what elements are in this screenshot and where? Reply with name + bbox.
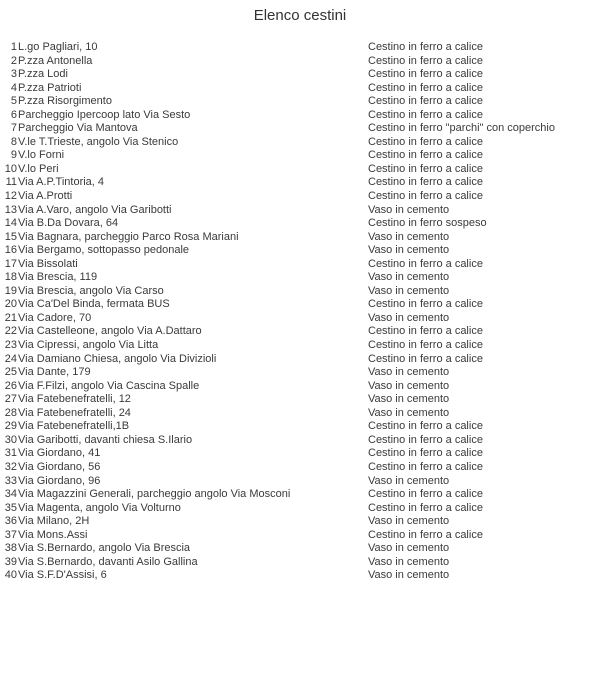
list-item <box>0 82 600 96</box>
item-number: 39 <box>4 555 17 568</box>
item-number: 25 <box>4 366 17 379</box>
item-location: V.lo Peri <box>18 162 59 175</box>
item-number: 3 <box>10 68 17 81</box>
item-number: 22 <box>4 325 17 338</box>
item-location: Via Giordano, 96 <box>18 474 101 487</box>
list-item <box>0 271 600 285</box>
item-number: 4 <box>10 81 17 94</box>
item-number: 37 <box>4 528 17 541</box>
item-number: 31 <box>4 447 17 460</box>
item-number: 5 <box>10 95 17 108</box>
list-item <box>0 109 600 123</box>
item-location: Via Cipressi, angolo Via Litta <box>18 339 159 352</box>
item-bin-type: Vaso in cemento <box>368 230 450 243</box>
item-number: 13 <box>4 203 17 216</box>
item-bin-type: Cestino in ferro a calice <box>368 149 483 162</box>
item-bin-type: Cestino in ferro a calice <box>368 339 483 352</box>
item-location: Via Brescia, angolo Via Carso <box>18 284 164 297</box>
item-bin-type: Cestino in ferro a calice <box>368 501 483 514</box>
item-number: 16 <box>4 244 17 257</box>
item-number: 27 <box>4 393 17 406</box>
list-item <box>0 163 600 177</box>
item-location: Parcheggio Ipercoop lato Via Sesto <box>18 108 191 121</box>
item-number: 10 <box>4 162 17 175</box>
item-location: Via A.Protti <box>18 190 73 203</box>
item-location: Via A.Varo, angolo Via Garibotti <box>18 203 172 216</box>
list-item <box>0 353 600 367</box>
item-number: 23 <box>4 339 17 352</box>
item-number: 19 <box>4 284 17 297</box>
list-item <box>0 55 600 69</box>
list-item <box>0 231 600 245</box>
item-location: Via Castelleone, angolo Via A.Dattaro <box>18 325 202 338</box>
list-item <box>0 529 600 543</box>
item-bin-type: Vaso in cemento <box>368 555 450 568</box>
item-number: 30 <box>4 433 17 446</box>
item-bin-type: Vaso in cemento <box>368 379 450 392</box>
item-number: 7 <box>10 122 17 135</box>
item-bin-type: Vaso in cemento <box>368 515 450 528</box>
item-location: Via Mons.Assi <box>18 528 88 541</box>
item-bin-type: Cestino in ferro a calice <box>368 68 483 81</box>
list-item <box>0 420 600 434</box>
list-item <box>0 488 600 502</box>
item-location: Via Bergamo, sottopasso pedonale <box>18 244 190 257</box>
item-bin-type: Cestino in ferro a calice <box>368 54 483 67</box>
item-location: Via Dante, 179 <box>18 366 91 379</box>
item-bin-type: Vaso in cemento <box>368 284 450 297</box>
item-number: 21 <box>4 311 17 324</box>
list-item <box>0 380 600 394</box>
item-bin-type: Vaso in cemento <box>368 569 450 582</box>
list-item <box>0 95 600 109</box>
item-location: Via Giordano, 56 <box>18 460 101 473</box>
item-number: 40 <box>4 569 17 582</box>
item-location: Via F.Filzi, angolo Via Cascina Spalle <box>18 379 200 392</box>
item-bin-type: Vaso in cemento <box>368 406 450 419</box>
list-item <box>0 339 600 353</box>
item-number: 12 <box>4 190 17 203</box>
item-bin-type: Vaso in cemento <box>368 393 450 406</box>
item-location: Via Magenta, angolo Via Volturno <box>18 501 181 514</box>
list-item <box>0 41 600 55</box>
item-number: 11 <box>5 176 17 189</box>
item-number: 9 <box>10 149 17 162</box>
item-bin-type: Cestino in ferro a calice <box>368 447 483 460</box>
item-bin-type: Cestino in ferro a calice <box>368 298 483 311</box>
item-bin-type: Cestino in ferro a calice <box>368 528 483 541</box>
list-item <box>0 434 600 448</box>
item-number: 8 <box>10 135 17 148</box>
item-bin-type: Cestino in ferro a calice <box>368 95 483 108</box>
item-bin-type: Cestino in ferro a calice <box>368 41 483 53</box>
item-bin-type: Cestino in ferro a calice <box>368 433 483 446</box>
item-location: V.le T.Trieste, angolo Via Stenico <box>18 135 179 148</box>
item-location: V.lo Forni <box>18 149 65 162</box>
list-item <box>0 407 600 421</box>
item-location: L.go Pagliari, 10 <box>18 41 98 53</box>
item-location: Via Fatebenefratelli, 12 <box>18 393 131 406</box>
item-location: Via B.Da Dovara, 64 <box>18 217 119 230</box>
list-item <box>0 325 600 339</box>
list-item <box>0 366 600 380</box>
item-number: 18 <box>4 271 17 284</box>
list-item <box>0 244 600 258</box>
list-item <box>0 298 600 312</box>
item-location: Via Brescia, 119 <box>18 271 98 284</box>
item-location: P.zza Lodi <box>18 68 68 81</box>
item-bin-type: Vaso in cemento <box>368 244 450 257</box>
item-bin-type: Cestino in ferro a calice <box>368 81 483 94</box>
item-location: P.zza Risorgimento <box>18 95 112 108</box>
item-number: 33 <box>4 474 17 487</box>
item-number: 26 <box>4 379 17 392</box>
item-location: P.zza Antonella <box>18 54 93 67</box>
item-number: 28 <box>4 406 17 419</box>
list-item <box>0 68 600 82</box>
item-number: 17 <box>4 257 17 270</box>
item-bin-type: Cestino in ferro a calice <box>368 460 483 473</box>
item-number: 14 <box>4 217 17 230</box>
item-bin-type: Vaso in cemento <box>368 311 450 324</box>
item-location: Via S.Bernardo, davanti Asilo Gallina <box>18 555 198 568</box>
item-location: P.zza Patrioti <box>18 81 82 94</box>
item-bin-type: Vaso in cemento <box>368 474 450 487</box>
page-title: Elenco cestini <box>253 7 347 24</box>
item-number: 2 <box>10 54 17 67</box>
item-bin-type: Cestino in ferro a calice <box>368 257 483 270</box>
list-item <box>0 190 600 204</box>
item-bin-type: Vaso in cemento <box>368 271 450 284</box>
item-location: Via Bissolati <box>18 257 78 270</box>
item-number: 32 <box>4 460 17 473</box>
item-location: Via Fatebenefratelli,1B <box>18 420 130 433</box>
item-bin-type: Cestino in ferro sospeso <box>368 217 487 230</box>
item-bin-type: Cestino in ferro a calice <box>368 352 483 365</box>
item-location: Via Bagnara, parcheggio Parco Rosa Mariani <box>18 230 239 243</box>
item-bin-type: Cestino in ferro a calice <box>368 190 483 203</box>
item-bin-type: Cestino in ferro a calice <box>368 325 483 338</box>
item-location: Via Damiano Chiesa, angolo Via Divizioli <box>18 352 217 365</box>
list-item <box>0 136 600 150</box>
item-number: 15 <box>4 230 17 243</box>
item-bin-type: Vaso in cemento <box>368 366 450 379</box>
item-bin-type: Cestino in ferro a calice <box>368 135 483 148</box>
list-item <box>0 204 600 218</box>
item-location: Parcheggio Via Mantova <box>18 122 138 135</box>
list-item <box>0 122 600 136</box>
item-bin-type: Cestino in ferro a calice <box>368 176 483 189</box>
item-bin-type: Cestino in ferro a calice <box>368 162 483 175</box>
item-number: 20 <box>4 298 17 311</box>
list-item <box>0 285 600 299</box>
item-number: 34 <box>4 488 17 501</box>
list-item <box>0 312 600 326</box>
list-item <box>0 475 600 489</box>
list-item <box>0 447 600 461</box>
item-location: Via Giordano, 41 <box>18 447 101 460</box>
item-bin-type: Cestino in ferro a calice <box>368 420 483 433</box>
item-bin-type: Cestino in ferro a calice <box>368 488 483 501</box>
item-number: 24 <box>4 352 17 365</box>
list-item <box>0 393 600 407</box>
list-item <box>0 569 600 583</box>
list-item <box>0 149 600 163</box>
item-location: Via Fatebenefratelli, 24 <box>18 406 131 419</box>
item-location: Via Milano, 2H <box>18 515 90 528</box>
item-location: Via Garibotti, davanti chiesa S.Ilario <box>18 433 193 446</box>
item-location: Via S.F.D'Assisi, 6 <box>18 569 107 582</box>
item-number: 1 <box>10 41 17 53</box>
item-number: 35 <box>4 501 17 514</box>
item-bin-type: Vaso in cemento <box>368 203 450 216</box>
list-item <box>0 502 600 516</box>
item-location: Via Ca'Del Binda, fermata BUS <box>18 298 170 311</box>
list-item <box>0 217 600 231</box>
item-bin-type: Vaso in cemento <box>368 542 450 555</box>
item-bin-type: Cestino in ferro "parchi" con coperchio <box>368 122 555 135</box>
list-item <box>0 461 600 475</box>
item-number: 6 <box>10 108 17 121</box>
list-item <box>0 515 600 529</box>
item-location: Via A.P.Tintoria, 4 <box>18 176 105 189</box>
item-location: Via Magazzini Generali, parcheggio angolo Via Mosconi <box>18 488 291 501</box>
list-item <box>0 542 600 556</box>
list-item <box>0 556 600 570</box>
bin-list <box>0 41 600 583</box>
list-item <box>0 258 600 272</box>
item-location: Via Cadore, 70 <box>18 311 92 324</box>
item-bin-type: Cestino in ferro a calice <box>368 108 483 121</box>
item-number: 36 <box>4 515 17 528</box>
item-number: 38 <box>4 542 17 555</box>
item-number: 29 <box>4 420 17 433</box>
item-location: Via S.Bernardo, angolo Via Brescia <box>18 542 191 555</box>
list-item <box>0 176 600 190</box>
